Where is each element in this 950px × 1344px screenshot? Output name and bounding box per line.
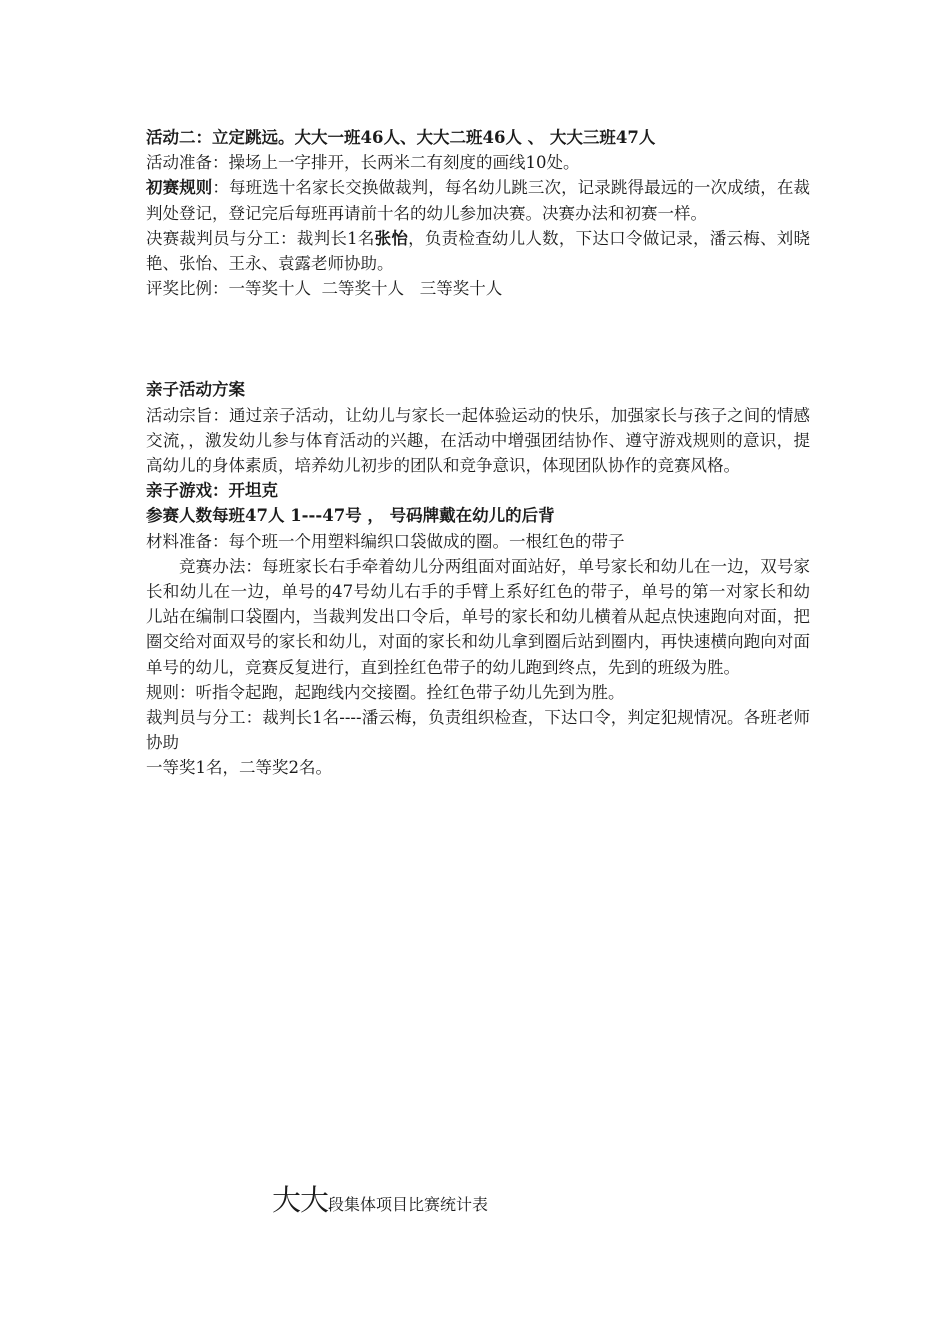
plan-materials: 材料准备：每个班一个用塑料编织口袋做成的圈。一根红色的带子 — [146, 531, 625, 551]
final-name: 张怡 — [374, 228, 409, 248]
plan-title: 亲子活动方案 — [146, 380, 245, 400]
spacer — [146, 301, 810, 377]
table-title-rest: 段集体项目比赛统计表 — [328, 1195, 489, 1214]
plan-referees: 裁判员与分工：裁判长1名----潘云梅，负责组织检查，下达口令，判定犯规情况。各班老师协助 — [146, 708, 810, 753]
plan-prizes: 一等奖1名，二等奖2名。 — [146, 758, 332, 778]
table-title — [272, 1178, 488, 1219]
final-post: ，负责检查幼儿人数，下达口令做记录，潘云梅、刘晓艳、张怡、王永、袁露老师协助。 — [146, 228, 811, 274]
plan-game: 亲子游戏：开坦克 — [146, 481, 278, 501]
prelim-label: 初赛规则 — [146, 178, 213, 198]
final-pre: 决赛裁判员与分工：裁判长1名 — [146, 228, 375, 248]
plan-participants: 参赛人数每班47人 1---47号 ， 号码牌戴在幼儿的后背 — [146, 506, 555, 526]
activity2-awards: 评奖比例：一等奖十人 二等奖十人 三等奖十人 — [146, 279, 503, 299]
activity2-final — [146, 226, 810, 276]
activity2-prelim — [146, 175, 810, 225]
plan-purpose: 活动宗旨：通过亲子活动，让幼儿与家长一起体验运动的快乐，加强家长与孩子之间的情感交流，，激发幼儿参与体育活动的兴趣，在活动中增强团结协作、遵守游戏规则的意识，提高幼儿的身体素质，培养幼儿初步的团队和竞争意识，体现团队协作的竞赛风格。 — [146, 405, 810, 476]
activity2-title: 活动二：立定跳远。大大一班46人、大大二班46人 、 大大三班47人 — [146, 128, 656, 147]
prelim-text: ：每班选十名家长交换做裁判，每名幼儿跳三次，记录跳得最远的一次成绩，在裁判处登记，登记完后每班再请前十名的幼儿参加决赛。决赛办法和初赛一样。 — [146, 178, 811, 223]
plan-rules: 规则：听指令起跑，起跑线内交接圈。拴红色带子幼儿先到为胜。 — [146, 682, 625, 702]
table-title-big: 大大 — [272, 1183, 329, 1217]
document-body — [146, 125, 810, 781]
activity2-prep: 活动准备：操场上一字排开，长两米二有刻度的画线10处。 — [146, 153, 580, 173]
plan-method: 竞赛办法：每班家长右手牵着幼儿分两组面对面站好，单号家长和幼儿在一边，双号家长和幼儿在一边，单号的47号幼儿右手的手臂上系好红色的带子，单号的第一对家长和幼儿站在编制口袋圈内，当裁判发出口令后，单号的家长和幼儿横着从起点快速跑向对面，把圈交给对面双号的家长和幼儿，对面的家长和幼儿拿到圈后站到圈内，再快速横向跑向对面单号的幼儿，竞赛反复进行，直到拴红色带子的幼儿跑到终点，先到的班级为胜。 — [146, 556, 810, 677]
